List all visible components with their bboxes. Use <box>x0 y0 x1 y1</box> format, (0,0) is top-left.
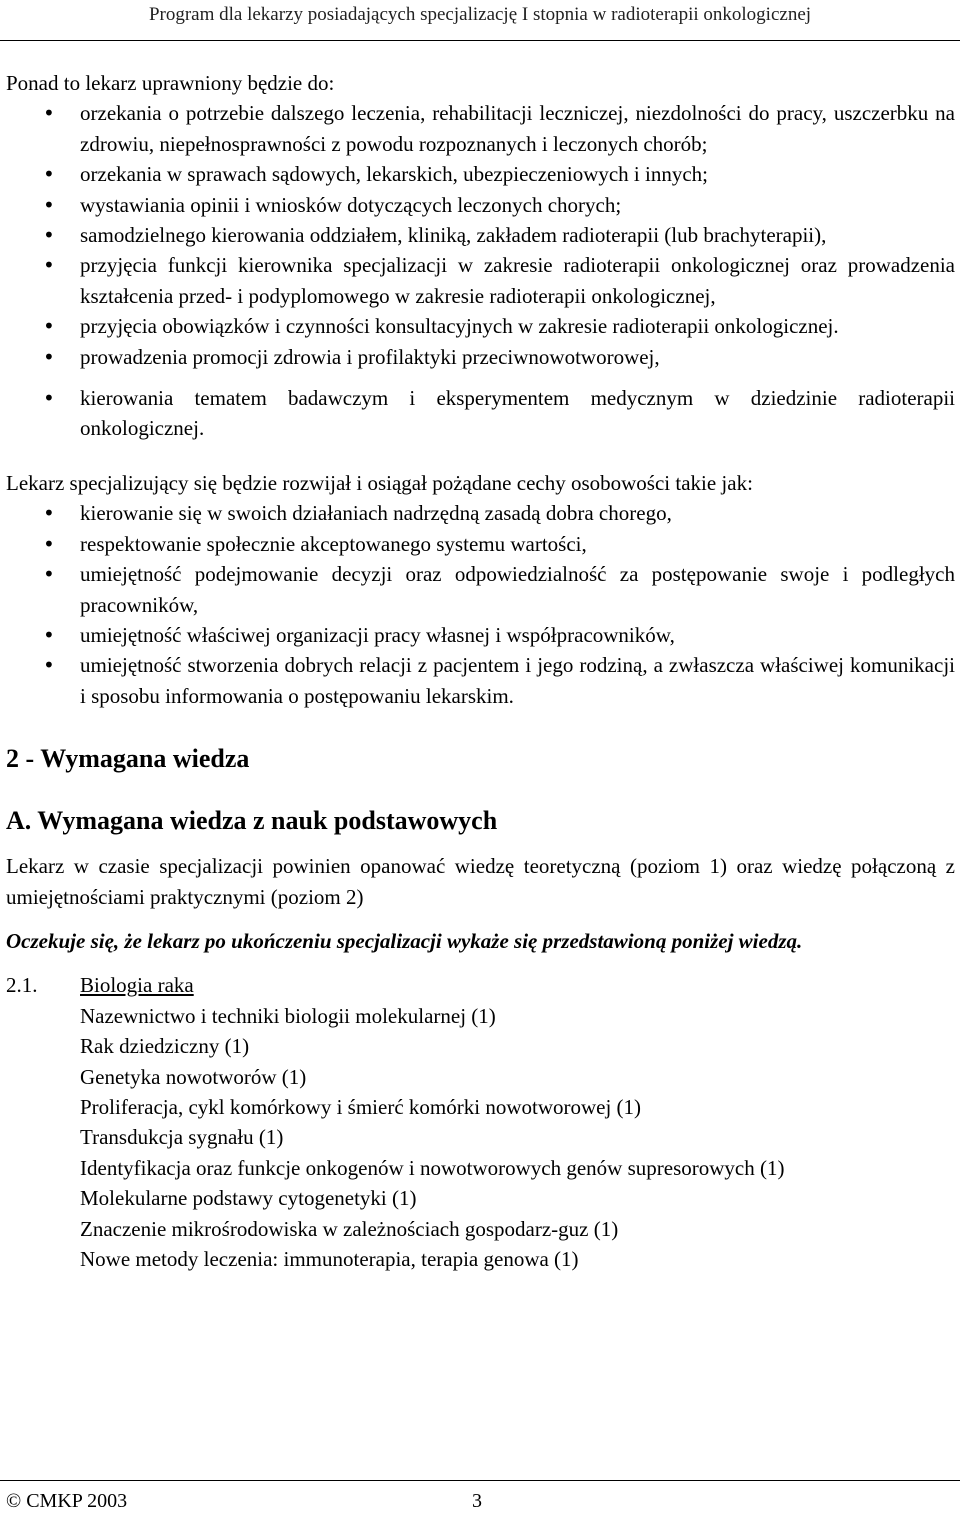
expectation-paragraph: Oczekuje się, że lekarz po ukończeniu specjalizacji wykaże się przedstawioną poniżej wiedzą. <box>6 928 803 953</box>
list-item: • kierowania tematem badawczym i eksperymentem medycznym w dziedzinie radioterapii onkologicznej. <box>6 383 955 444</box>
list-item: Nazewnictwo i techniki biologii molekularnej (1) <box>80 1003 496 1028</box>
topic-number: 2.1. <box>6 973 38 998</box>
list-item: Genetyka nowotworów (1) <box>80 1064 307 1089</box>
list-item: Znaczenie mikrośrodowiska w zależnościach gospodarz-guz (1) <box>80 1216 619 1241</box>
list-item: Identyfikacja oraz funkcje onkogenów i nowotworowych genów supresorowych (1) <box>80 1155 785 1180</box>
list-item: • przyjęcia funkcji kierownika specjalizacji w zakresie radioterapii onkologicznej oraz prowadzenia kształcenia przed- i podyplomowego w zakresie radioterapii onkologicznej, <box>6 250 955 311</box>
document-body <box>6 68 955 1274</box>
list-item: • orzekania w sprawach sądowych, lekarskich, ubezpieczeniowych i innych; <box>6 159 955 189</box>
list-item: • umiejętność właściwej organizacji pracy własnej i współpracowników, <box>6 620 955 650</box>
traits-intro: Lekarz specjalizujący się będzie rozwijał i osiągał pożądane cechy osobowości takie jak: <box>6 470 753 495</box>
section-a-heading: A. Wymagana wiedza z nauk podstawowych <box>6 806 498 836</box>
header-title: Program dla lekarzy posiadających specjalizację I stopnia w radioterapii onkologicznej <box>148 4 812 25</box>
list-item: • respektowanie społecznie akceptowanego systemu wartości, <box>6 529 955 559</box>
topic-title: Biologia raka <box>80 973 194 998</box>
entitlements-intro: Ponad to lekarz uprawniony będzie do: <box>6 71 335 95</box>
list-item: • samodzielnego kierowania oddziałem, kliniką, zakładem radioterapii (lub brachyterapii), <box>6 220 955 250</box>
list-item: • prowadzenia promocji zdrowia i profilaktyki przeciwnowotworowej, <box>6 342 955 372</box>
list-item: • umiejętność podejmowanie decyzji oraz odpowiedzialność za postępowanie swoje i podległych pracowników, <box>6 559 955 620</box>
traits-list <box>6 498 955 711</box>
list-item: • orzekania o potrzebie dalszego leczenia, rehabilitacji leczniczej, niezdolności do pracy, uszczerbku na zdrowiu, niepełnosprawności z powodu rozpoznanych i leczonych chorób; <box>6 98 955 159</box>
list-item: Molekularne podstawy cytogenetyki (1) <box>80 1186 417 1211</box>
knowledge-paragraph: Lekarz w czasie specjalizacji powinien opanować wiedzę teoretyczną (poziom 1) oraz wiedzę połączoną z umiejętnościami praktycznymi (poziom 2) <box>6 854 955 909</box>
topic-heading <box>6 970 955 1000</box>
list-item: Transdukcja sygnału (1) <box>80 1125 284 1150</box>
list-item: Proliferacja, cykl komórkowy i śmierć komórki nowotworowej (1) <box>80 1094 642 1119</box>
list-item: Rak dziedziczny (1) <box>80 1034 250 1059</box>
list-item: • umiejętność stworzenia dobrych relacji z pacjentem i jego rodziną, a zwłaszcza właściwej komunikacji i sposobu informowania o postępowaniu lekarskim. <box>6 650 955 711</box>
page-number: 3 <box>472 1490 482 1512</box>
topic-items <box>6 1001 955 1275</box>
page-header <box>0 0 960 41</box>
list-item: • przyjęcia obowiązków i czynności konsultacyjnych w zakresie radioterapii onkologicznej. <box>6 311 955 341</box>
section-2-heading: 2 - Wymagana wiedza <box>6 744 250 774</box>
list-item: • kierowanie się w swoich działaniach nadrzędną zasadą dobra chorego, <box>6 498 955 528</box>
entitlements-list <box>6 98 955 443</box>
footer-copyright: © CMKP 2003 <box>6 1490 128 1512</box>
list-item: Nowe metody leczenia: immunoterapia, terapia genowa (1) <box>80 1247 579 1271</box>
list-item: • wystawiania opinii i wniosków dotyczących leczonych chorych; <box>6 190 955 220</box>
page-footer <box>0 1480 960 1515</box>
